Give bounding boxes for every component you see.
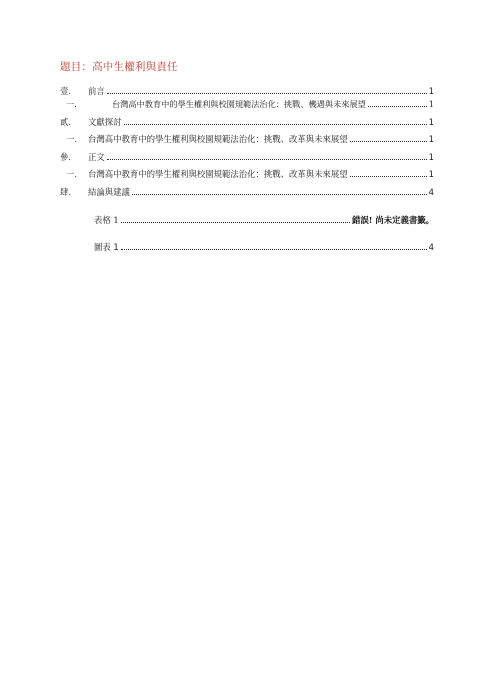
toc-entry-page: 1 [428,169,434,179]
toc-entry-number: 參. [60,152,72,162]
toc-entry-number: 一. [66,99,77,109]
toc-entry-text: 文獻探討 [88,117,122,127]
toc-leader-dots [368,106,427,107]
toc-leader-dots [132,194,427,195]
toc-entry-sub-preface[interactable] [66,97,434,109]
toc-entry-page: 1 [428,99,434,109]
toc-entry-text: 正文 [88,152,105,162]
toc-entry-main-text[interactable] [60,150,434,162]
toc-entry-page: 1 [428,117,434,127]
toc-leader-dots [107,93,427,94]
list-of-figures-entry[interactable] [94,240,434,252]
toc-leader-dots [350,141,427,142]
toc-entry-literature[interactable] [60,115,434,127]
toc-entry-page: 4 [428,187,434,197]
toc-entry-number: 貳. [60,117,72,127]
toc-leader-dots [350,176,427,177]
toc-entry-sub-literature[interactable] [66,132,434,144]
toc-entry-number: 肆. [60,187,72,197]
toc-leader-dots [121,222,350,223]
toc-entry-number: 一. [66,134,78,144]
toc-entry-page: 1 [428,134,434,144]
toc-entry-text: 台灣高中教育中的學生權利與校園規範法治化：挑戰、改革與未來展望 [88,169,348,179]
toc-entry-number: 一. [66,169,78,179]
list-entry-text: 表格 1 [94,215,119,225]
toc-leader-dots [107,159,427,160]
toc-entry-page: 1 [428,152,434,162]
toc-entry-text: 台灣高中教育中的學生權利與校園規範法治化：挑戰、改革與未來展望 [88,134,348,144]
toc-entry-sub-main-text[interactable] [66,167,434,179]
toc-entry-preface[interactable] [60,84,434,96]
toc-entry-conclusion[interactable] [60,185,434,197]
list-entry-error: 錯誤! 尚未定義書籤。 [352,215,434,225]
document-title: 題目：高中生權利與責任 [60,61,178,73]
toc-entry-text: 前言 [88,86,105,96]
toc-leader-dots [124,124,427,125]
toc-entry-page: 1 [428,86,434,96]
toc-entry-text: 台灣高中教育中的學生權利與校園規範法治化：挑戰、機遇與未來展望 [112,99,366,109]
toc-entry-number: 壹. [60,86,72,96]
list-entry-page: 4 [428,242,434,252]
toc-entry-text: 結論與建議 [88,187,130,197]
list-of-tables-entry[interactable] [94,213,434,225]
toc-leader-dots [121,249,427,250]
list-entry-text: 圖表 1 [94,242,119,252]
